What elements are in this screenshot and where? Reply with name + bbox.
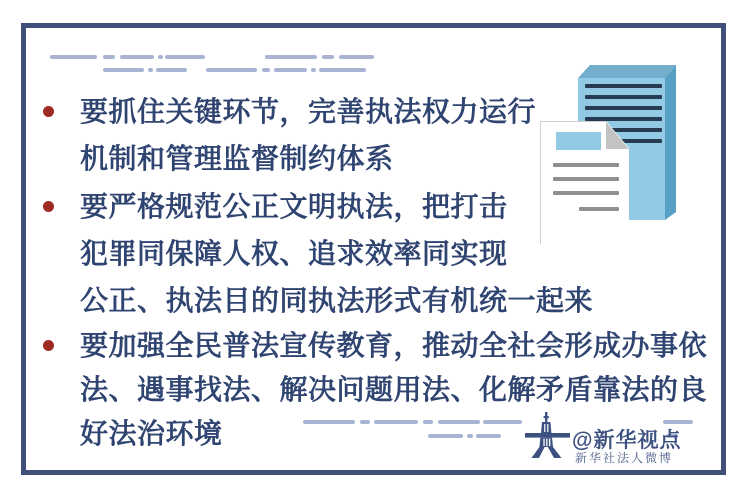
paper-title-block xyxy=(556,132,601,150)
redacted-bar xyxy=(156,68,187,72)
bullet-dot xyxy=(43,201,54,212)
bullet-dot xyxy=(43,340,54,351)
redacted-bar xyxy=(206,68,257,72)
redacted-bar xyxy=(103,55,115,59)
bullet-text-line: 机制和管理监督制约体系 xyxy=(80,144,394,175)
paper-sheet xyxy=(540,121,630,245)
watermark-subtitle: 新华社法人微博 xyxy=(575,451,674,465)
paper-text-line xyxy=(579,207,619,211)
redacted-bar xyxy=(158,55,163,59)
book-text-line xyxy=(585,106,662,110)
bullet-text-line: 要抓住关键环节，完善执法权力运行 xyxy=(80,97,537,128)
redacted-bar xyxy=(319,68,366,72)
redacted-bar xyxy=(265,55,317,59)
xinhua-building-icon xyxy=(524,412,570,458)
watermark-handle: @新华视点 xyxy=(572,429,682,452)
redacted-bar xyxy=(148,68,153,72)
bullet-text-line: 犯罪同保障人权、追求效率同实现 xyxy=(80,239,508,270)
redacted-bar xyxy=(120,55,154,59)
paper-text-line xyxy=(553,177,619,181)
bullet-text-line: 公正、执法目的同执法形式有机统一起来 xyxy=(80,286,594,317)
bullet-text-line: 要加强全民普法宣传教育，推动全社会形成办事依 xyxy=(80,331,708,362)
redacted-bar xyxy=(322,55,334,59)
bullet-text-line: 要严格规范公正文明执法，把打击 xyxy=(80,192,508,223)
redacted-bar xyxy=(274,68,307,72)
paper-text-line xyxy=(553,163,619,167)
book-text-line xyxy=(585,84,662,88)
redacted-bar xyxy=(311,68,316,72)
redacted-bar xyxy=(103,68,144,72)
redacted-bar xyxy=(50,55,97,59)
document-stack-illustration xyxy=(535,60,685,250)
paper-text-line xyxy=(553,191,619,195)
bullet-dot xyxy=(43,106,54,117)
redacted-bar xyxy=(339,55,374,59)
book-top-face xyxy=(578,65,676,78)
book-side-face xyxy=(665,65,676,220)
redacted-bar xyxy=(165,55,205,59)
book-text-line xyxy=(585,95,662,99)
book-text-line xyxy=(585,117,662,121)
redacted-bar xyxy=(262,68,270,72)
bullet-text-line: 好法治环境 xyxy=(80,419,223,450)
bullet-text-line: 法、遇事找法、解决问题用法、化解矛盾靠法的良 xyxy=(80,375,708,406)
